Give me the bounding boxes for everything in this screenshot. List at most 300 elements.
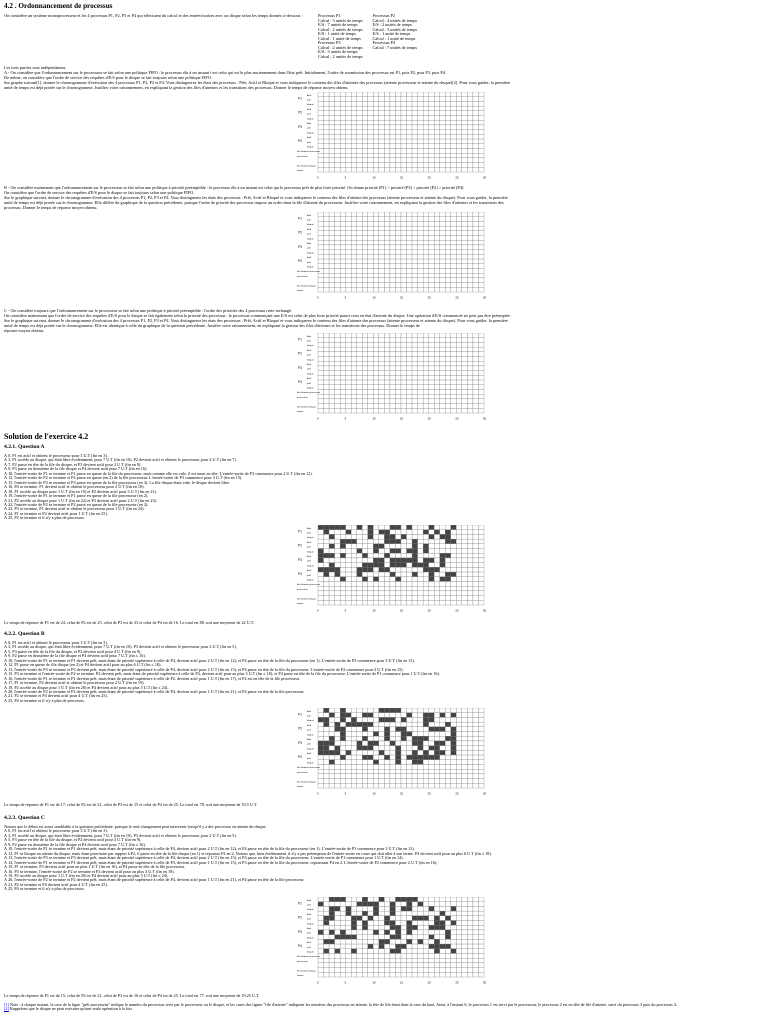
grid-cell bbox=[362, 148, 368, 153]
grid-cell bbox=[329, 746, 335, 751]
grid-cell bbox=[478, 902, 484, 907]
grid-cell bbox=[445, 741, 451, 746]
queue-label: file d'attente processeur bbox=[297, 584, 321, 587]
grid-cell bbox=[462, 245, 468, 250]
grid-cell bbox=[423, 746, 429, 751]
grid-cell bbox=[451, 563, 457, 568]
grid-cell bbox=[368, 254, 374, 259]
footnote-link[interactable]: [2] bbox=[4, 1007, 9, 1012]
grid-cell bbox=[429, 385, 435, 390]
grid-cell bbox=[434, 935, 440, 940]
grid-cell bbox=[351, 212, 357, 217]
grid-cell bbox=[473, 221, 479, 226]
grid-cell bbox=[373, 254, 379, 259]
grid-cell bbox=[373, 544, 379, 549]
grid-cell bbox=[329, 902, 335, 907]
grid-cell bbox=[467, 736, 473, 741]
grid-cell bbox=[456, 968, 462, 973]
grid-cell bbox=[456, 389, 462, 394]
grid-cell bbox=[407, 972, 413, 977]
grid-cell bbox=[324, 596, 330, 601]
grid-cell bbox=[390, 732, 396, 737]
grid-cell bbox=[384, 111, 390, 116]
grid-cell bbox=[390, 259, 396, 264]
grid-cell bbox=[340, 125, 346, 130]
tick-label: 30 bbox=[483, 791, 486, 796]
grid-cell bbox=[351, 221, 357, 226]
grid-cell bbox=[362, 958, 368, 963]
grid-cell bbox=[473, 563, 479, 568]
state-label: prêt bbox=[307, 729, 311, 732]
grid-cell bbox=[462, 708, 468, 713]
grid-cell bbox=[384, 921, 390, 926]
grid-cell bbox=[456, 366, 462, 371]
queue-label: file d'attente processeur bbox=[297, 767, 321, 770]
grid-cell bbox=[379, 408, 385, 413]
grid-cell bbox=[473, 544, 479, 549]
grid-cell bbox=[445, 125, 451, 130]
grid-cell bbox=[423, 586, 429, 591]
grid-cell bbox=[390, 902, 396, 907]
grid-cell bbox=[329, 236, 335, 241]
grid-cell bbox=[451, 741, 457, 746]
grid-cell bbox=[362, 338, 368, 343]
grid-cell bbox=[384, 596, 390, 601]
part-b-line: On considère que l'ordre de service des requêtes d'E/S pour le disque se fait toujours selon une politique FIFO. bbox=[4, 190, 195, 196]
grid-cell bbox=[318, 713, 324, 718]
grid-cell bbox=[368, 534, 374, 539]
grid-cell bbox=[368, 764, 374, 769]
grid-cell bbox=[379, 939, 385, 944]
grid-cell bbox=[407, 916, 413, 921]
grid-cell bbox=[362, 357, 368, 362]
grid-cell bbox=[395, 764, 401, 769]
grid-cell bbox=[357, 600, 363, 605]
grid-cell bbox=[412, 558, 418, 563]
grid-cell bbox=[401, 591, 407, 596]
grid-cell bbox=[379, 153, 385, 158]
queue-label: file d'attente processeur bbox=[297, 392, 321, 395]
grid-cell bbox=[440, 722, 446, 727]
grid-cell bbox=[473, 572, 479, 577]
grid-cell bbox=[362, 760, 368, 765]
grid-cell bbox=[329, 591, 335, 596]
state-label: prêt bbox=[307, 127, 311, 130]
grid-cell bbox=[478, 736, 484, 741]
grid-cell bbox=[451, 897, 457, 902]
grid-cell bbox=[390, 750, 396, 755]
grid-cell bbox=[407, 130, 413, 135]
grid-cell bbox=[429, 925, 435, 930]
grid-cell bbox=[318, 539, 324, 544]
grid-cell bbox=[473, 371, 479, 376]
grid-cell bbox=[473, 935, 479, 940]
grid-cell bbox=[478, 779, 484, 784]
state-label: prêt bbox=[307, 904, 311, 907]
grid-cell bbox=[379, 567, 385, 572]
grid-cell bbox=[456, 342, 462, 347]
grid-cell bbox=[434, 591, 440, 596]
grid-cell bbox=[379, 264, 385, 269]
grid-cell bbox=[357, 779, 363, 784]
grid-cell bbox=[384, 572, 390, 577]
grid-cell bbox=[362, 783, 368, 788]
grid-cell bbox=[407, 236, 413, 241]
grid-cell bbox=[456, 713, 462, 718]
grid-cell bbox=[434, 357, 440, 362]
p3-line: Calcul : 2 unités de temps bbox=[318, 44, 363, 50]
grid-cell bbox=[478, 371, 484, 376]
grid-cell bbox=[373, 944, 379, 949]
grid-cell bbox=[379, 375, 385, 380]
grid-cell bbox=[451, 972, 457, 977]
grid-cell bbox=[401, 342, 407, 347]
grid-cell bbox=[368, 902, 374, 907]
grid-cell bbox=[478, 361, 484, 366]
grid-cell bbox=[418, 408, 424, 413]
grid-cell bbox=[395, 563, 401, 568]
grid-cell bbox=[407, 375, 413, 380]
grid-cell bbox=[351, 525, 357, 530]
grid-cell bbox=[473, 148, 479, 153]
grid-cell bbox=[329, 708, 335, 713]
grid-cell bbox=[384, 404, 390, 409]
grid-cell bbox=[368, 101, 374, 106]
grid-cell bbox=[379, 101, 385, 106]
grid-cell bbox=[362, 385, 368, 390]
grid-cell bbox=[379, 278, 385, 283]
grid-cell bbox=[340, 245, 346, 250]
grid-cell bbox=[340, 558, 346, 563]
grid-cell bbox=[351, 935, 357, 940]
list-item: À 16, l'entrée-sortie de P1 se termine et P1 devient prêt, mais étant de priorité supérieure à celle de P2, devient actif pour 1 U.T (fin en 17), et P2 est en tête de la file processeur. bbox=[4, 676, 300, 681]
grid-cell bbox=[456, 525, 462, 530]
grid-cell bbox=[346, 713, 352, 718]
grid-cell bbox=[395, 163, 401, 168]
grid-cell bbox=[418, 600, 424, 605]
grid-cell bbox=[340, 722, 346, 727]
grid-cell bbox=[456, 897, 462, 902]
grid-cell bbox=[346, 774, 352, 779]
grid-cell bbox=[440, 760, 446, 765]
grid-cell bbox=[456, 408, 462, 413]
grid-cell bbox=[351, 236, 357, 241]
grid-cell bbox=[412, 342, 418, 347]
grid-cell bbox=[368, 750, 374, 755]
grid-cell bbox=[423, 600, 429, 605]
grid-cell bbox=[340, 958, 346, 963]
grid-cell bbox=[456, 577, 462, 582]
grid-cell bbox=[451, 259, 457, 264]
grid-cell bbox=[445, 925, 451, 930]
grid-cell bbox=[418, 525, 424, 530]
grid-cell bbox=[318, 139, 324, 144]
grid-cell bbox=[362, 972, 368, 977]
grid-cell bbox=[368, 226, 374, 231]
grid-cell bbox=[467, 366, 473, 371]
grid-cell bbox=[429, 539, 435, 544]
grid-cell bbox=[390, 380, 396, 385]
list-item: À 20, l'entrée-sortie de P2 se termine et P2 devient prêt, mais étant de priorité supérieure à celle de P4, devient actif pour 1 U.T (fin en 21), et P4 passe en tête de la file processeur. bbox=[4, 878, 305, 883]
grid-cell bbox=[407, 750, 413, 755]
grid-cell bbox=[473, 357, 479, 362]
grid-cell bbox=[368, 572, 374, 577]
grid-cell bbox=[379, 600, 385, 605]
grid-cell bbox=[351, 549, 357, 554]
grid-cell bbox=[401, 755, 407, 760]
grid-cell bbox=[373, 250, 379, 255]
grid-cell bbox=[401, 746, 407, 751]
grid-cell bbox=[390, 935, 396, 940]
grid-cell bbox=[478, 120, 484, 125]
grid-cell bbox=[429, 572, 435, 577]
grid-cell bbox=[440, 404, 446, 409]
grid-cell bbox=[329, 97, 335, 102]
list-item: À 3, P1 accède au disque, qui était libre évidemment, pour 7 U.T (fin en 10). P3 devient actif et obtient le processeur pour 2 U.T (fin en 5). bbox=[4, 833, 237, 838]
grid-cell bbox=[318, 250, 324, 255]
grid-cell bbox=[357, 549, 363, 554]
grid-cell bbox=[456, 949, 462, 954]
grid-cell bbox=[456, 163, 462, 168]
grid-cell bbox=[434, 930, 440, 935]
grid-cell bbox=[351, 963, 357, 968]
grid-cell bbox=[451, 558, 457, 563]
grid-cell bbox=[440, 101, 446, 106]
grid-cell bbox=[445, 264, 451, 269]
list-item: À 15, l'entrée-sortie de P3 se termine et P3 passe en queue de la file processeur (en 3). La file disque étant vide, le disque devient libre. bbox=[4, 480, 231, 485]
grid-cell bbox=[451, 139, 457, 144]
grid-cell bbox=[418, 97, 424, 102]
grid-cell bbox=[340, 259, 346, 264]
grid-cell bbox=[368, 935, 374, 940]
grid-cell bbox=[418, 949, 424, 954]
grid-cell bbox=[467, 389, 473, 394]
grid-cell bbox=[351, 92, 357, 97]
grid-cell bbox=[429, 375, 435, 380]
grid-cell bbox=[451, 264, 457, 269]
grid-cell bbox=[351, 544, 357, 549]
grid-cell bbox=[407, 167, 413, 172]
grid-cell bbox=[423, 911, 429, 916]
grid-cell bbox=[318, 902, 324, 907]
tick-label: 10 bbox=[372, 295, 376, 300]
grid-cell bbox=[451, 779, 457, 784]
grid-cell bbox=[412, 764, 418, 769]
grid-cell bbox=[384, 394, 390, 399]
grid-cell bbox=[368, 596, 374, 601]
grid-cell bbox=[418, 591, 424, 596]
grid-cell bbox=[401, 600, 407, 605]
grid-cell bbox=[335, 534, 341, 539]
grid-cell bbox=[412, 361, 418, 366]
grid-cell bbox=[318, 158, 324, 163]
tick-label: 10 bbox=[372, 980, 376, 985]
grid-cell bbox=[451, 97, 457, 102]
grid-cell bbox=[368, 111, 374, 116]
grid-cell bbox=[473, 925, 479, 930]
p1-line: Calcul : 2 unités de temps bbox=[318, 26, 363, 32]
grid-cell bbox=[407, 591, 413, 596]
grid-cell bbox=[318, 342, 324, 347]
grid-cell bbox=[412, 586, 418, 591]
grid-cell bbox=[423, 572, 429, 577]
grid-cell bbox=[445, 245, 451, 250]
grid-cell bbox=[429, 774, 435, 779]
tick-label: 0 bbox=[317, 791, 319, 796]
grid-cell bbox=[357, 596, 363, 601]
grid-cell bbox=[324, 949, 330, 954]
grid-cell bbox=[401, 287, 407, 292]
grid-cell bbox=[434, 732, 440, 737]
grid-cell bbox=[335, 906, 341, 911]
grid-cell bbox=[440, 911, 446, 916]
grid-cell bbox=[340, 525, 346, 530]
grid-cell bbox=[379, 563, 385, 568]
grid-cell bbox=[478, 226, 484, 231]
grid-cell bbox=[445, 953, 451, 958]
grid-cell bbox=[429, 163, 435, 168]
grid-cell bbox=[318, 921, 324, 926]
grid-cell bbox=[390, 361, 396, 366]
grid-cell bbox=[395, 972, 401, 977]
grid-cell bbox=[401, 916, 407, 921]
grid-cell bbox=[478, 958, 484, 963]
grid-cell bbox=[478, 558, 484, 563]
grid-cell bbox=[407, 231, 413, 236]
grid-cell bbox=[445, 713, 451, 718]
grid-cell bbox=[434, 722, 440, 727]
grid-cell bbox=[418, 254, 424, 259]
grid-cell bbox=[324, 273, 330, 278]
grid-cell bbox=[379, 158, 385, 163]
grid-cell bbox=[462, 163, 468, 168]
grid-cell bbox=[351, 375, 357, 380]
grid-cell bbox=[351, 563, 357, 568]
grid-cell bbox=[346, 371, 352, 376]
grid-cell bbox=[407, 221, 413, 226]
grid-cell bbox=[462, 572, 468, 577]
grid-cell bbox=[451, 553, 457, 558]
grid-cell bbox=[357, 371, 363, 376]
grid-cell bbox=[445, 120, 451, 125]
grid-cell bbox=[451, 911, 457, 916]
grid-cell bbox=[429, 939, 435, 944]
grid-cell bbox=[434, 120, 440, 125]
grid-cell bbox=[368, 783, 374, 788]
grid-cell bbox=[429, 736, 435, 741]
grid-cell bbox=[440, 949, 446, 954]
grid-cell bbox=[368, 394, 374, 399]
grid-cell bbox=[473, 902, 479, 907]
grid-cell bbox=[384, 231, 390, 236]
grid-cell bbox=[395, 732, 401, 737]
grid-cell bbox=[390, 375, 396, 380]
grid-cell bbox=[318, 717, 324, 722]
grid-cell bbox=[462, 911, 468, 916]
grid-cell bbox=[324, 549, 330, 554]
grid-cell bbox=[412, 968, 418, 973]
grid-cell bbox=[401, 380, 407, 385]
grid-cell bbox=[418, 779, 424, 784]
grid-cell bbox=[451, 245, 457, 250]
grid-cell bbox=[462, 897, 468, 902]
grid-cell bbox=[418, 906, 424, 911]
grid-cell bbox=[357, 968, 363, 973]
grid-cell bbox=[390, 221, 396, 226]
grid-cell bbox=[478, 231, 484, 236]
grid-cell bbox=[357, 333, 363, 338]
grid-cell bbox=[362, 539, 368, 544]
grid-cell bbox=[335, 92, 341, 97]
grid-cell bbox=[373, 930, 379, 935]
grid-cell bbox=[473, 153, 479, 158]
grid-cell bbox=[395, 774, 401, 779]
grid-cell bbox=[445, 357, 451, 362]
grid-cell bbox=[478, 708, 484, 713]
grid-cell bbox=[473, 144, 479, 149]
grid-cell bbox=[362, 158, 368, 163]
grid-cell bbox=[384, 120, 390, 125]
grid-cell bbox=[445, 97, 451, 102]
grid-cell bbox=[384, 911, 390, 916]
grid-cell bbox=[346, 283, 352, 288]
grid-cell bbox=[395, 911, 401, 916]
grid-cell bbox=[423, 264, 429, 269]
footnote-link[interactable]: [1] bbox=[4, 1003, 9, 1007]
grid-cell bbox=[462, 930, 468, 935]
grid-cell bbox=[390, 549, 396, 554]
list-item: À 9, P2 passe en deuxième de la file disque et P4 devient actif pour 7 U.T (fin ≤ 16). bbox=[4, 654, 146, 659]
grid-cell bbox=[324, 953, 330, 958]
grid-cell bbox=[412, 567, 418, 572]
grid-cell bbox=[423, 116, 429, 121]
grid-cell bbox=[335, 708, 341, 713]
list-item: À 25, P4 se termine et il n'y a plus de processus. bbox=[4, 698, 85, 703]
grid-cell bbox=[401, 221, 407, 226]
list-item: À 3, P1 accède au disque, qui était libre évidemment, pour 7 U.T (fin en 10). P3 devient actif et obtient le processeur pour 2 U.T (fin en 5). bbox=[4, 645, 237, 650]
grid-cell bbox=[351, 273, 357, 278]
grid-cell bbox=[335, 287, 341, 292]
grid-cell bbox=[478, 935, 484, 940]
grid-cell bbox=[451, 953, 457, 958]
grid-cell bbox=[318, 153, 324, 158]
grid-cell bbox=[451, 106, 457, 111]
grid-cell bbox=[368, 968, 374, 973]
grid-cell bbox=[351, 558, 357, 563]
p2-name: Processus P2 bbox=[372, 13, 396, 18]
grid-cell bbox=[335, 399, 341, 404]
grid-cell bbox=[373, 347, 379, 352]
grid-cell bbox=[357, 741, 363, 746]
grid-cell bbox=[340, 783, 346, 788]
grid-cell bbox=[440, 572, 446, 577]
grid-cell bbox=[335, 953, 341, 958]
grid-cell bbox=[445, 163, 451, 168]
grid-cell bbox=[462, 736, 468, 741]
grid-cell bbox=[429, 111, 435, 116]
p3-name: Processus P3 bbox=[318, 40, 341, 45]
grid-cell bbox=[335, 347, 341, 352]
grid-cell bbox=[362, 717, 368, 722]
grid-cell bbox=[434, 925, 440, 930]
grid-cell bbox=[368, 591, 374, 596]
grid-cell bbox=[401, 953, 407, 958]
grid-cell bbox=[318, 226, 324, 231]
grid-cell bbox=[440, 254, 446, 259]
grid-cell bbox=[451, 586, 457, 591]
grid-cell bbox=[362, 722, 368, 727]
grid-cell bbox=[329, 231, 335, 236]
